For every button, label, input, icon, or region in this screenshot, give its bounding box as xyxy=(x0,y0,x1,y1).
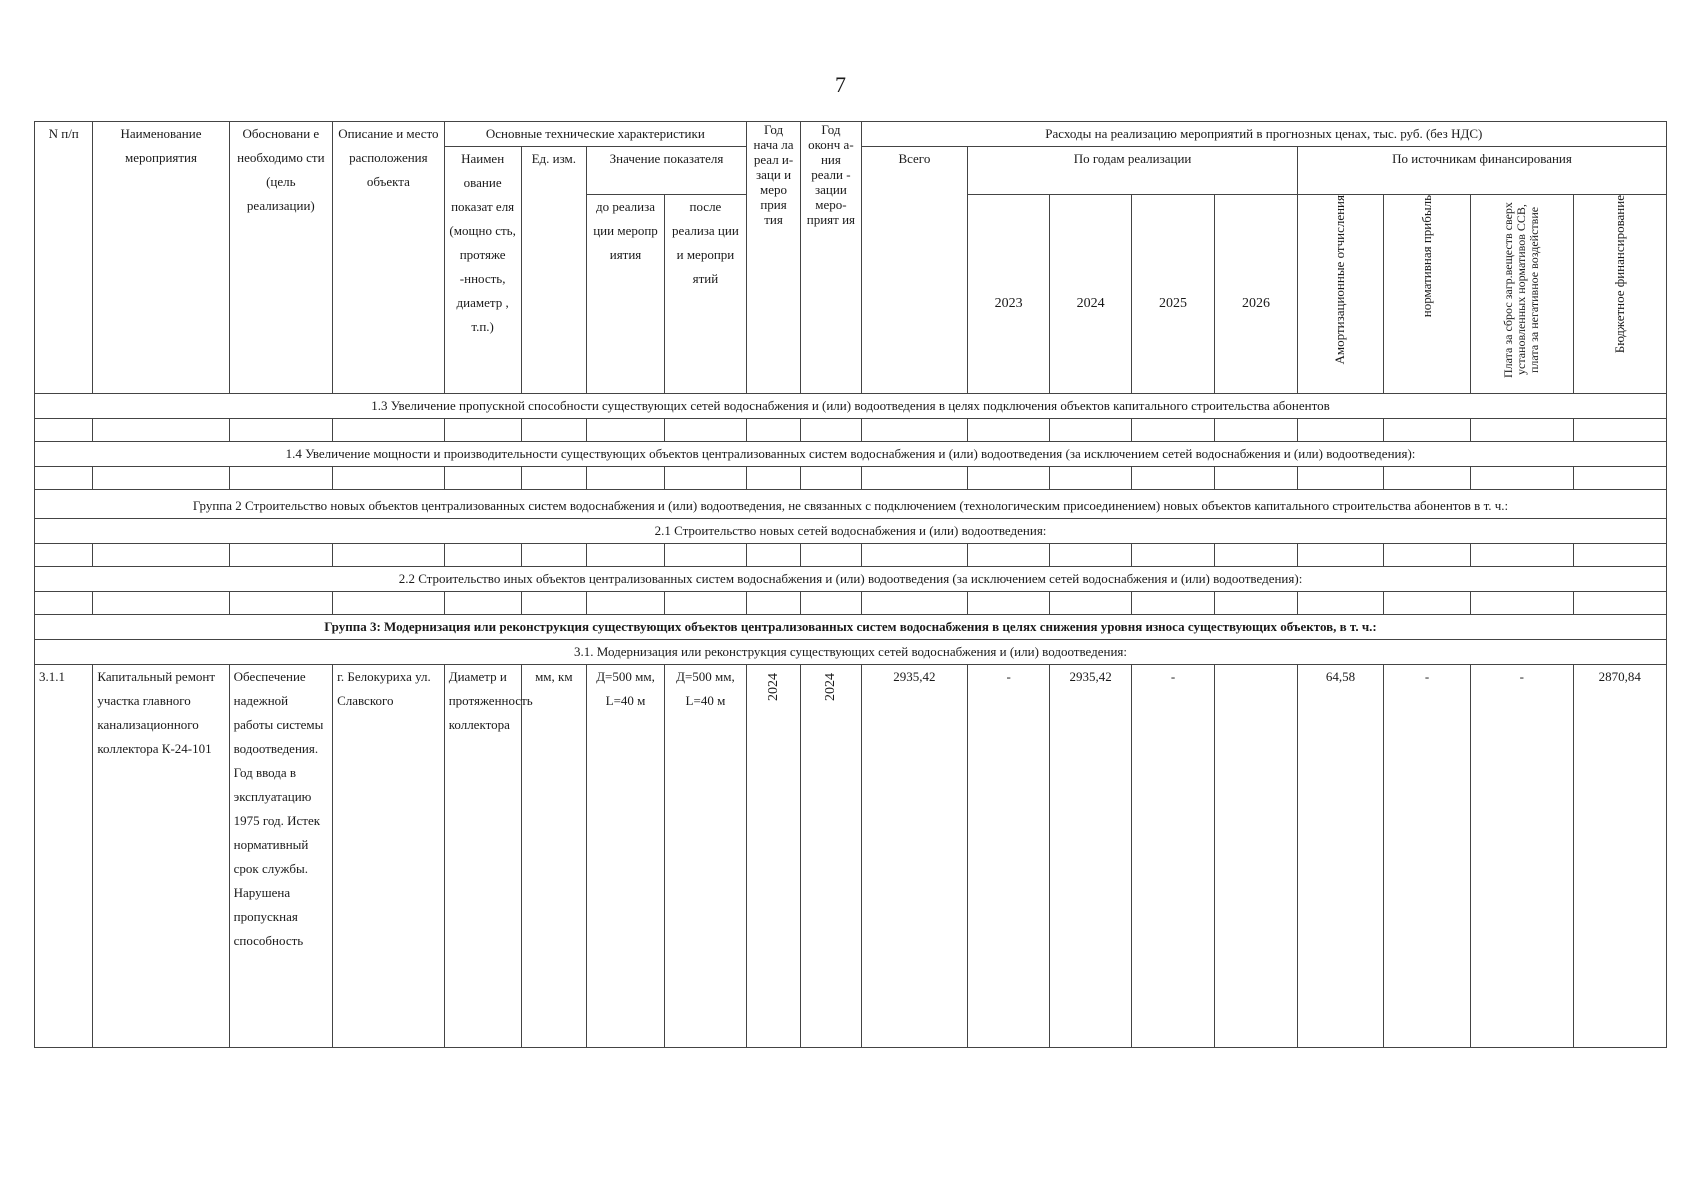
header-source-fee: Плата за сброс загр.веществ сверх установленных нормативов ССВ, плата за негативное воздействие xyxy=(1471,195,1573,394)
header-year-2025: 2025 xyxy=(1132,195,1215,394)
row-total: 2935,42 xyxy=(861,665,968,1048)
row-num: 3.1.1 xyxy=(35,665,93,1048)
group-3: Группа 3: Модернизация или реконструкция существующих объектов централизованных систем водоснабжения в целях снижения уровня износа существующих объектов, в т. ч.: xyxy=(35,615,1667,640)
row-unit: мм, км xyxy=(521,665,587,1048)
header-year-2026: 2026 xyxy=(1215,195,1298,394)
header-after: после реализа ции и меропри ятий xyxy=(664,195,746,394)
header-name: Наименование мероприятия xyxy=(93,122,229,394)
row-amortization: 64,58 xyxy=(1297,665,1383,1048)
header-indicator-name: Наимен ование показат еля (мощно сть, протяже -нность, диаметр , т.п.) xyxy=(444,147,521,394)
empty-row xyxy=(35,419,1667,442)
header-source-budget: Бюджетное финансирование xyxy=(1573,195,1666,394)
row-location: г. Белокуриха ул. Славского xyxy=(333,665,445,1048)
row-2024: 2935,42 xyxy=(1050,665,1132,1048)
header-year-end: Год оконч а-ния реали - зации меро- прият ия xyxy=(801,122,861,394)
table-row xyxy=(35,665,1667,1048)
empty-row xyxy=(35,592,1667,615)
section-2-2: 2.2 Строительство иных объектов централизованных систем водоснабжения и (или) водоотведения (за исключением сетей водоснабжения и (или) водоотведения): xyxy=(35,567,1667,592)
row-indicator: Диаметр и протяженность коллектора xyxy=(444,665,521,1048)
header-tech-group: Основные технические характеристики xyxy=(444,122,746,147)
header-year-2024: 2024 xyxy=(1050,195,1132,394)
group-2: Группа 2 Строительство новых объектов централизованных систем водоснабжения и (или) водоотведения, не связанных с подключением (технологическим присоединением) новых объектов капитального строительства абонентов в т. ч.: xyxy=(35,490,1667,519)
row-justification: Обеспечение надежной работы системы водоотведения. Год ввода в эксплуатацию 1975 год. Истек нормативный срок службы. Нарушена пропускная способность xyxy=(229,665,332,1048)
header-total: Всего xyxy=(861,147,968,394)
header-justification: Обосновани е необходимо сти (цель реализации) xyxy=(229,122,332,394)
header-source-amortization: Амортизационные отчисления xyxy=(1297,195,1383,394)
header-years-group: По годам реализации xyxy=(968,147,1298,195)
section-1-4: 1.4 Увеличение мощности и производительности существующих объектов централизованных систем водоснабжения и (или) водоотведения (за исключением сетей водоснабжения и (или) водоотведения): xyxy=(35,442,1667,467)
header-costs-group: Расходы на реализацию мероприятий в прогнозных ценах, тыс. руб. (без НДС) xyxy=(861,122,1666,147)
section-3-1: 3.1. Модернизация или реконструкция существующих сетей водоснабжения и (или) водоотведения: xyxy=(35,640,1667,665)
row-2025: - xyxy=(1132,665,1215,1048)
row-2026 xyxy=(1215,665,1298,1048)
empty-row xyxy=(35,544,1667,567)
row-2023: - xyxy=(968,665,1050,1048)
header-num: N п/п xyxy=(35,122,93,394)
investment-program-table xyxy=(34,121,1667,1048)
header-unit: Ед. изм. xyxy=(521,147,587,394)
header-source-profit: нормативная прибыль xyxy=(1384,195,1471,394)
header-value-group: Значение показателя xyxy=(587,147,747,195)
row-name: Капитальный ремонт участка главного канализационного коллектора К-24-101 xyxy=(93,665,229,1048)
header-year-2023: 2023 xyxy=(968,195,1050,394)
empty-row xyxy=(35,467,1667,490)
row-year-end: 2024 xyxy=(801,665,861,1048)
header-description: Описание и место расположения объекта xyxy=(333,122,445,394)
page-number: 7 xyxy=(835,72,846,97)
header-sources-group: По источникам финансирования xyxy=(1297,147,1666,195)
section-1-3: 1.3 Увеличение пропускной способности существующих сетей водоснабжения и (или) водоотведения в целях подключения объектов капитального строительства абонентов xyxy=(35,394,1667,419)
header-year-start: Год нача ла реал и- заци и меро прия тия xyxy=(746,122,800,394)
row-profit: - xyxy=(1384,665,1471,1048)
row-before: Д=500 мм, L=40 м xyxy=(587,665,665,1048)
row-after: Д=500 мм, L=40 м xyxy=(664,665,746,1048)
row-budget: 2870,84 xyxy=(1573,665,1666,1048)
section-2-1: 2.1 Строительство новых сетей водоснабжения и (или) водоотведения: xyxy=(35,519,1667,544)
row-fee: - xyxy=(1471,665,1573,1048)
row-year-start: 2024 xyxy=(746,665,800,1048)
header-before: до реализа ции меропр иятия xyxy=(587,195,665,394)
